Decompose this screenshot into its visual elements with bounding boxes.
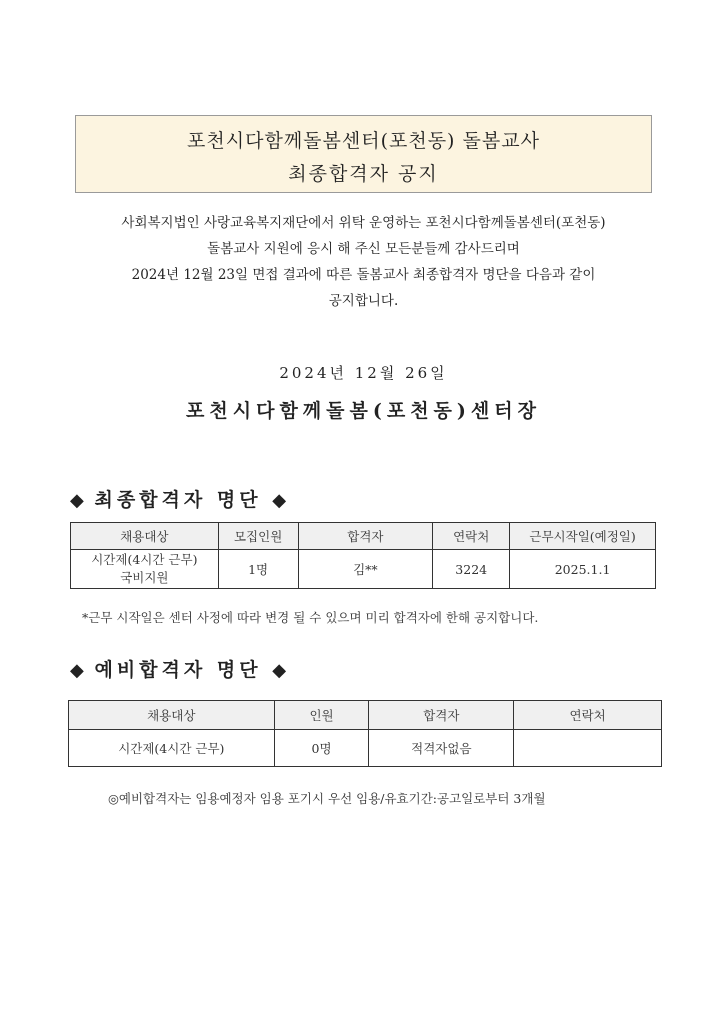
reserve-section-heading: [70, 655, 286, 682]
table-row: [71, 550, 656, 589]
final-section-heading: [70, 485, 286, 512]
table-header-row: [71, 523, 656, 550]
diamond-icon: ◆: [272, 660, 287, 681]
header-cell: 연락처: [433, 523, 510, 550]
intro-line-2: 돌봄교사 지원에 응시 해 주신 모든분들께 감사드리며: [207, 241, 520, 257]
count-cell: 1명: [218, 550, 298, 589]
contact-cell: [514, 730, 662, 767]
header-cell: 합격자: [369, 701, 514, 730]
header-cell: 채용대상: [71, 523, 219, 550]
title-line-2: 최종합격자 공지: [288, 163, 439, 185]
header-cell: 모집인원: [218, 523, 298, 550]
target-cell: 시간제(4시간 근무): [69, 730, 275, 767]
name-cell: 김**: [298, 550, 433, 589]
intro-line-4: 공지합니다.: [328, 293, 399, 309]
name-cell: 적격자없음: [369, 730, 514, 767]
organization-signature: 포천시다함께돌봄(포천동)센터장: [186, 400, 541, 422]
header-cell: 근무시작일(예정일): [510, 523, 656, 550]
intro-line-1: 사회복지법인 사랑교육복지재단에서 위탁 운영하는 포천시다함께돌봄센터(포천동): [121, 215, 606, 231]
contact-cell: 3224: [433, 550, 510, 589]
table-header-row: [69, 701, 662, 730]
title-line-1: 포천시다함께돌봄센터(포천동) 돌봄교사: [187, 130, 540, 152]
final-section-heading-text: 최종합격자 명단: [94, 489, 262, 511]
header-cell: 채용대상: [69, 701, 275, 730]
diamond-icon: ◆: [272, 490, 287, 511]
start-date-cell: 2025.1.1: [510, 550, 656, 589]
header-cell: 합격자: [298, 523, 433, 550]
intro-line-3: 2024년 12월 23일 면접 결과에 따른 돌봄교사 최종합격자 명단을 다음과 같이: [131, 267, 596, 283]
final-results-table: [70, 522, 656, 589]
header-cell: 인원: [274, 701, 369, 730]
start-date-note: *근무 시작일은 센터 사정에 따라 변경 될 수 있으며 미리 합격자에 한해 공지합니다.: [82, 610, 539, 625]
target-line-2: 국비지원: [120, 570, 169, 585]
diamond-icon: ◆: [70, 490, 84, 511]
notice-date: 2024년 12월 26일: [279, 364, 448, 382]
reserve-note: ◎예비합격자는 임용예정자 임용 포기시 우선 임용/유효기간:공고일로부터 3개월: [108, 791, 546, 806]
count-cell: 0명: [274, 730, 369, 767]
reserve-section-heading-text: 예비합격자 명단: [94, 659, 262, 681]
diamond-icon: ◆: [70, 660, 84, 681]
reserve-results-table: [68, 700, 662, 767]
header-cell: 연락처: [514, 701, 662, 730]
table-row: [69, 730, 662, 767]
target-line-1: 시간제(4시간 근무): [91, 552, 198, 567]
target-cell: [71, 550, 219, 589]
title-box: [75, 115, 652, 193]
